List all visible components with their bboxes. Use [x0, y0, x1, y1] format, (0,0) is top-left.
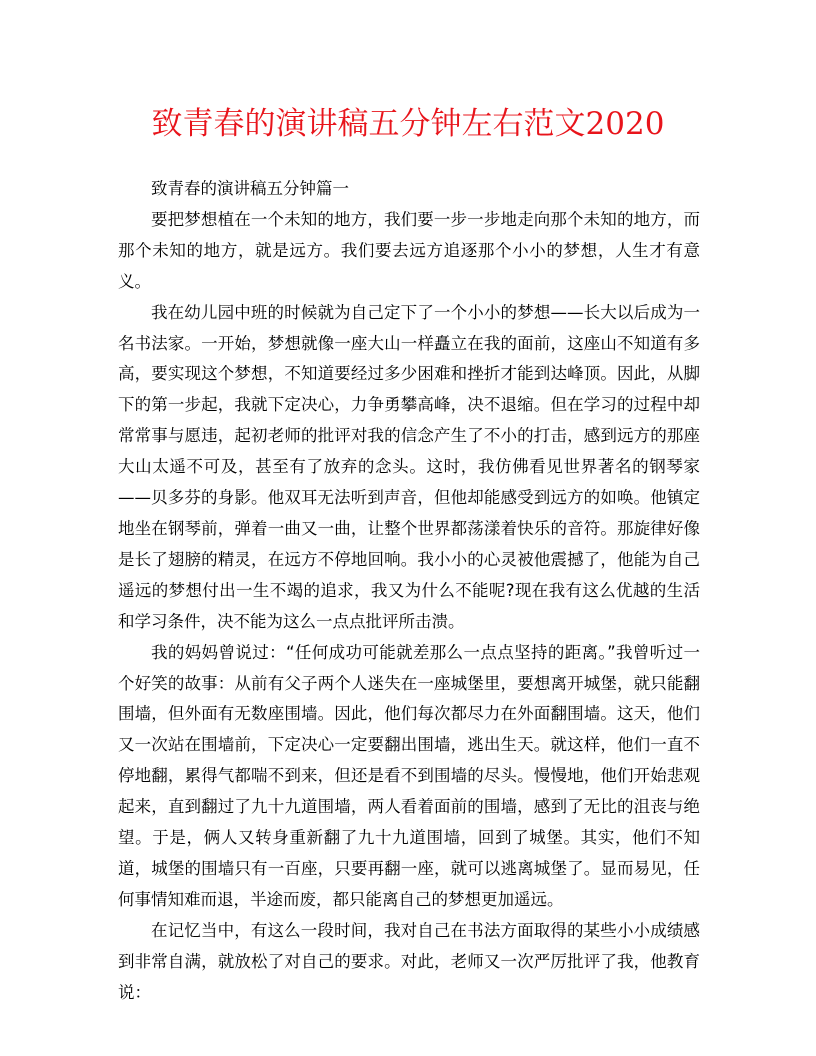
- document-title: 致青春的演讲稿五分钟左右范文2020: [151, 106, 665, 142]
- paragraph: 在记忆当中，有这么一段时间，我对自己在书法方面取得的某些小小成绩感到非常自满，就放松了对自己的要求。对此，老师又一次严厉批评了我，他教育说：: [118, 920, 700, 1002]
- document-body: [118, 174, 700, 1008]
- paragraph: 我在幼儿园中班的时候就为自己定下了一个小小的梦想——长大以后成为一名书法家。一开始，梦想就像一座大山一样矗立在我的面前，这座山不知道有多高，要实现这个梦想，不知道要经过多少困难和挫折才能到达峰顶。因此，从脚下的第一步起，我就下定决心，力争勇攀高峰，决不退缩。但在学习的过程中却常常事与愿违，起初老师的批评对我的信念产生了不小的打击，感到远方的那座大山太遥不可及，甚至有了放弃的念头。这时，我仿佛看见世界著名的钢琴家——贝多芬的身影。他双耳无法听到声音，但他却能感受到远方的如唤。他镇定地坐在钢琴前，弹着一曲又一曲，让整个世界都荡漾着快乐的音符。那旋律好像是长了翅膀的精灵，在远方不停地回响。我小小的心灵被他震撼了，他能为自己遥远的梦想付出一生不竭的追求，我又为什么不能呢?现在我有这么优越的生活和学习条件，决不能为这么一点点批评所击溃。: [118, 302, 700, 631]
- paragraph-subtitle: 致青春的演讲稿五分钟篇一: [151, 179, 349, 198]
- paragraph: 要把梦想植在一个未知的地方，我们要一步一步地走向那个未知的地方，而那个未知的地方，就是远方。我们要去远方追逐那个小小的梦想，人生才有意义。: [118, 209, 700, 291]
- paragraph: 我的妈妈曾说过：“任何成功可能就差那么一点点坚持的距离。”我曾听过一个好笑的故事：从前有父子两个人迷失在一座城堡里，要想离开城堡，就只能翻围墙，但外面有无数座围墙。因此，他们每次都尽力在外面翻围墙。这天，他们又一次站在围墙前，下定决心一定要翻出围墙，逃出生天。就这样，他们一直不停地翻，累得气都喘不到来，但还是看不到围墙的尽头。慢慢地，他们开始悲观起来，直到翻过了九十九道围墙，两人看着面前的围墙，感到了无比的沮丧与绝望。于是，俩人又转身重新翻了九十九道围墙，回到了城堡。其实，他们不知道，城堡的围墙只有一百座，只要再翻一座，就可以逃离城堡了。显而易见，任何事情知难而退，半途而废，都只能离自己的梦想更加遥远。: [118, 642, 700, 909]
